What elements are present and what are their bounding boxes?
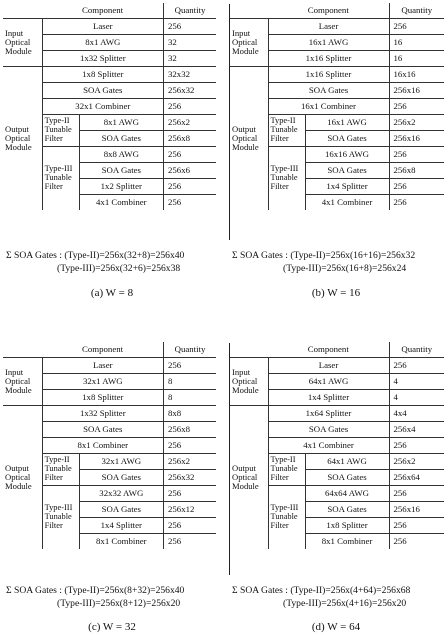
quantity-cell: 256 — [389, 438, 444, 454]
summary-line: Σ SOA Gates : (Type-II)=256x(8+32)=256x40 — [6, 585, 185, 596]
header-quantity: Quantity — [389, 342, 444, 358]
summary-line: (Type-III)=256x(4+16)=256x20 — [283, 598, 407, 609]
component-cell: SOA Gates — [42, 83, 163, 99]
header-component: Component — [268, 3, 389, 19]
component-cell: 1x16 Splitter — [268, 67, 389, 83]
type-ii-filter-label: Type-II Tunable Filter — [42, 115, 79, 147]
component-cell: 64x64 AWG — [305, 486, 389, 502]
component-cell: 1x8 Splitter — [305, 518, 389, 534]
component-cell: 8x1 Combiner — [42, 438, 163, 454]
component-cell: 16x16 AWG — [305, 147, 389, 163]
output-module-label: Output Optical Module — [3, 67, 42, 211]
header-component: Component — [42, 342, 163, 358]
quantity-cell: 256 — [389, 518, 444, 534]
header-quantity: Quantity — [164, 3, 217, 19]
summary-line: Σ SOA Gates : (Type-II)=256x(4+64)=256x68 — [232, 585, 411, 596]
table-row — [3, 406, 216, 422]
summary-line: (Type-III)=256x(32+6)=256x38 — [57, 263, 181, 274]
component-table — [230, 342, 444, 549]
figure-caption: (c) W = 32 — [88, 621, 136, 633]
component-cell: 1x32 Splitter — [42, 51, 163, 67]
output-module-label: Output Optical Module — [3, 406, 42, 550]
type-ii-filter-label: Type-II Tunable Filter — [268, 454, 305, 486]
quantity-cell: 256 — [389, 99, 444, 115]
quantity-cell: 256 — [393, 359, 407, 370]
header-component: Component — [268, 342, 389, 358]
component-cell: SOA Gates — [305, 131, 389, 147]
panel-d — [230, 342, 444, 549]
component-cell: SOA Gates — [268, 422, 389, 438]
quantity-cell: 32x32 — [164, 67, 217, 83]
input-module-label: Input Optical Module — [230, 19, 268, 67]
component-cell: 8x1 AWG — [79, 115, 163, 131]
component-cell: SOA Gates — [268, 83, 389, 99]
component-cell: 32x32 AWG — [79, 486, 163, 502]
quantity-cell: 16 — [389, 51, 444, 67]
quantity-cell: 256x8 — [389, 163, 444, 179]
quantity-cell: 8x8 — [164, 406, 217, 422]
quantity-cell: 256 — [393, 20, 407, 31]
soa-gates-summary — [232, 584, 410, 610]
table-row — [230, 406, 444, 422]
soa-gates-summary — [6, 249, 184, 275]
quantity-cell: 256x64 — [389, 470, 444, 486]
figure-caption: (a) W = 8 — [90, 287, 134, 299]
quantity-cell: 8 — [164, 374, 217, 390]
quantity-cell: 256 — [164, 179, 217, 195]
component-cell: Laser — [42, 358, 163, 374]
quantity-cell: 256 — [164, 486, 217, 502]
input-module-label: Input Optical Module — [3, 19, 42, 67]
component-cell: 1x4 Splitter — [305, 179, 389, 195]
component-cell: 1x64 Splitter — [268, 406, 389, 422]
component-cell: 32x1 AWG — [42, 374, 163, 390]
panel-divider — [229, 4, 230, 240]
table-header — [230, 342, 444, 358]
quantity-cell: 256x16 — [389, 83, 444, 99]
quantity-cell: 256 — [389, 534, 444, 550]
quantity-cell: 256 — [164, 534, 217, 550]
quantity-cell: 4 — [389, 390, 444, 406]
component-cell: 1x4 Splitter — [79, 518, 163, 534]
table-row — [230, 358, 444, 374]
panel-divider — [229, 343, 230, 575]
input-module-label: Input Optical Module — [3, 358, 42, 406]
soa-gates-summary — [232, 249, 415, 275]
component-cell: SOA Gates — [79, 470, 163, 486]
type-iii-filter-label: Type-III Tunable Filter — [268, 147, 305, 211]
input-module-label: Input Optical Module — [230, 358, 268, 406]
quantity-cell: 256 — [164, 518, 217, 534]
quantity-cell: 256x6 — [164, 163, 217, 179]
component-table — [3, 3, 216, 210]
table-header — [230, 3, 444, 19]
output-module-label: Output Optical Module — [230, 67, 268, 211]
quantity-cell: 256x16 — [389, 131, 444, 147]
quantity-cell: 256 — [168, 359, 182, 370]
panel-b — [230, 3, 444, 210]
component-cell: 16x1 AWG — [305, 115, 389, 131]
table-row — [3, 19, 216, 35]
quantity-cell: 256x2 — [389, 454, 444, 470]
component-table — [3, 342, 216, 549]
quantity-cell: 256 — [389, 179, 444, 195]
component-cell: 1x4 Splitter — [268, 390, 389, 406]
panel-a — [3, 3, 216, 210]
quantity-cell: 256 — [389, 147, 444, 163]
soa-gates-summary — [6, 584, 184, 610]
quantity-cell: 256x4 — [389, 422, 444, 438]
component-cell: 1x16 Splitter — [268, 51, 389, 67]
component-cell: 1x2 Splitter — [79, 179, 163, 195]
type-iii-filter-label: Type-III Tunable Filter — [268, 486, 305, 550]
quantity-cell: 256x32 — [164, 83, 217, 99]
table-row — [3, 358, 216, 374]
quantity-cell: 256x2 — [389, 115, 444, 131]
type-iii-filter-label: Type-III Tunable Filter — [42, 486, 79, 550]
quantity-cell: 256x8 — [164, 131, 217, 147]
component-cell: 4x1 Combiner — [268, 438, 389, 454]
summary-line: Σ SOA Gates : (Type-II)=256x(32+8)=256x40 — [6, 250, 185, 261]
component-cell: SOA Gates — [79, 163, 163, 179]
type-iii-filter-label: Type-III Tunable Filter — [42, 147, 79, 211]
component-cell: 1x8 Splitter — [42, 67, 163, 83]
header-quantity: Quantity — [389, 3, 444, 19]
component-cell: 16x1 AWG — [268, 35, 389, 51]
component-cell: 8x1 Combiner — [79, 534, 163, 550]
type-ii-filter-label: Type-II Tunable Filter — [268, 115, 305, 147]
quantity-cell: 256x2 — [164, 115, 217, 131]
component-cell: 4x1 Combiner — [305, 195, 389, 211]
quantity-cell: 16 — [389, 35, 444, 51]
type-ii-filter-label: Type-II Tunable Filter — [42, 454, 79, 486]
output-module-label: Output Optical Module — [230, 406, 268, 550]
component-cell: 32x1 Combiner — [42, 99, 163, 115]
figure-caption: (b) W = 16 — [311, 287, 361, 299]
component-cell: 32x1 AWG — [79, 454, 163, 470]
quantity-cell: 256x2 — [164, 454, 217, 470]
quantity-cell: 8 — [164, 390, 217, 406]
header-component: Component — [42, 3, 163, 19]
figure-caption: (d) W = 64 — [311, 621, 361, 633]
component-cell: 1x8 Splitter — [42, 390, 163, 406]
header-quantity: Quantity — [164, 342, 217, 358]
component-cell: 4x1 Combiner — [79, 195, 163, 211]
component-cell: SOA Gates — [305, 470, 389, 486]
component-cell: 16x1 Combiner — [268, 99, 389, 115]
component-table — [230, 3, 444, 210]
component-cell: 8x8 AWG — [79, 147, 163, 163]
quantity-cell: 256x8 — [164, 422, 217, 438]
component-cell: Laser — [268, 358, 389, 374]
component-cell: SOA Gates — [305, 502, 389, 518]
quantity-cell: 256 — [164, 99, 217, 115]
quantity-cell: 4x4 — [389, 406, 444, 422]
summary-line: (Type-III)=256x(8+12)=256x20 — [57, 598, 181, 609]
quantity-cell: 256 — [389, 195, 444, 211]
quantity-cell: 256x16 — [389, 502, 444, 518]
table-header — [3, 342, 216, 358]
quantity-cell: 16x16 — [389, 67, 444, 83]
component-cell: SOA Gates — [79, 131, 163, 147]
component-cell: 1x32 Splitter — [42, 406, 163, 422]
panel-c — [3, 342, 216, 549]
component-cell: SOA Gates — [42, 422, 163, 438]
quantity-cell: 256 — [389, 486, 444, 502]
summary-line: Σ SOA Gates : (Type-II)=256x(16+16)=256x32 — [232, 250, 416, 261]
component-cell: 64x1 AWG — [268, 374, 389, 390]
component-cell: SOA Gates — [79, 502, 163, 518]
quantity-cell: 256 — [168, 20, 182, 31]
component-cell: 8x1 AWG — [42, 35, 163, 51]
quantity-cell: 256x12 — [164, 502, 217, 518]
component-cell: SOA Gates — [305, 163, 389, 179]
quantity-cell: 256 — [164, 195, 217, 211]
quantity-cell: 32 — [164, 35, 217, 51]
quantity-cell: 4 — [389, 374, 444, 390]
quantity-cell: 256 — [164, 438, 217, 454]
table-header — [3, 3, 216, 19]
table-row — [230, 19, 444, 35]
component-cell: Laser — [42, 19, 163, 35]
quantity-cell: 32 — [164, 51, 217, 67]
component-cell: Laser — [268, 19, 389, 35]
table-row — [3, 67, 216, 83]
summary-line: (Type-III)=256x(16+8)=256x24 — [283, 263, 407, 274]
component-cell: 64x1 AWG — [305, 454, 389, 470]
quantity-cell: 256x32 — [164, 470, 217, 486]
component-cell: 8x1 Combiner — [305, 534, 389, 550]
table-row — [230, 67, 444, 83]
quantity-cell: 256 — [164, 147, 217, 163]
